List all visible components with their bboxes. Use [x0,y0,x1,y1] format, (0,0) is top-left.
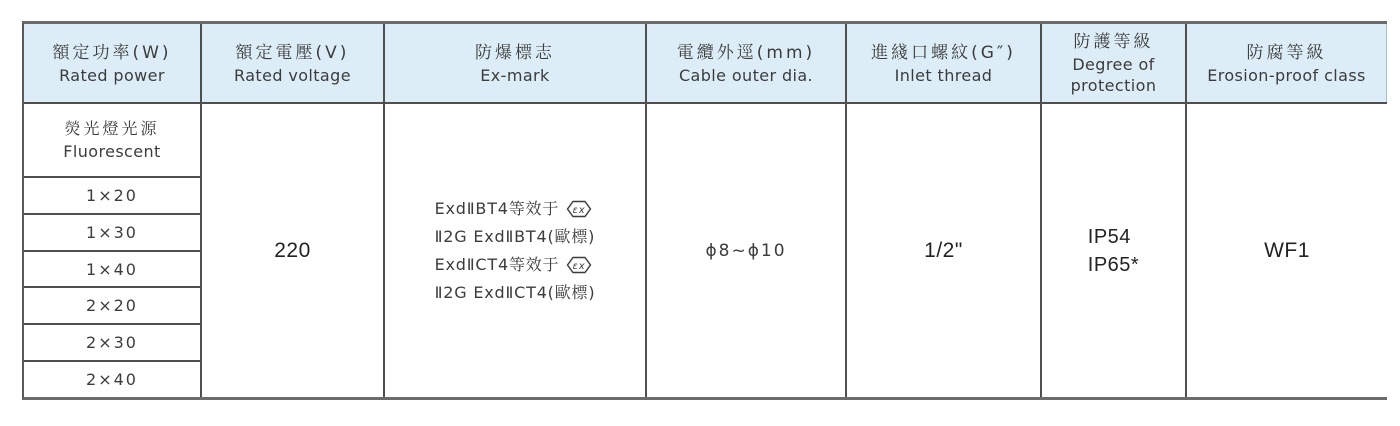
lamp-source-zh: 熒光燈光源 [64,119,160,138]
col-header-ex-mark [385,24,647,102]
col-header-degree-of-protection [1042,24,1187,102]
col-header-en: Inlet thread [894,65,993,85]
ex-mark-text: ExdⅡCT4等效于 [434,254,560,274]
col-header-zh: 額定功率(W) [52,42,172,63]
ex-mark-text: ExdⅡBT4等效于 [434,198,560,218]
ex-mark-line [435,225,596,249]
ip-rating: IP65* [1087,253,1140,276]
col-header-en: Rated voltage [234,65,351,85]
col-header-en: Rated power [59,65,165,85]
col-header-en: Degree of protection [1070,55,1157,95]
cell-ex-mark [385,104,647,397]
col-header-zh: 額定電壓(V) [235,42,350,63]
power-row: 1×30 [24,213,200,250]
power-row: 2×30 [24,323,200,360]
col-header-en: Erosion-proof class [1207,65,1366,85]
cell-inlet-thread [847,104,1042,397]
spec-table [22,21,1387,400]
col-rated-power [24,104,202,397]
cell-lamp-source [24,104,200,176]
cell-erosion-proof-class [1187,104,1387,397]
ex-symbol-text: εx [572,204,586,216]
cell-cable-outer-dia [647,104,847,397]
col-header-zh: 進綫口螺紋(G″) [871,42,1016,63]
cable-dia-value: ϕ8~ϕ10 [705,240,787,261]
ex-symbol-text: εx [572,260,586,272]
col-header-zh: 電纜外逕(mm) [676,42,816,63]
col-header-rated-power [24,24,202,102]
power-row: 1×20 [24,176,200,213]
power-row: 2×40 [24,360,200,397]
ex-mark-line [435,281,596,305]
col-header-inlet-thread [847,24,1042,102]
ex-mark-line [435,197,593,221]
col-header-rated-voltage [202,24,385,102]
col-header-en: Cable outer dia. [678,65,814,85]
voltage-value: 220 [274,238,311,262]
table-header-row [24,24,1387,104]
protection-values [1088,223,1139,279]
col-header-en: Ex-mark [480,65,550,85]
ex-mark-text: Ⅱ2G ExdⅡCT4(歐標) [434,282,596,302]
ex-mark-block [435,197,596,305]
cell-degree-of-protection [1042,104,1187,397]
atex-ex-hexagon-icon [566,255,592,275]
col-header-cable-outer-dia [647,24,847,102]
col-header-zh: 防護等級 [1073,32,1154,52]
ex-mark-line [435,253,593,277]
cell-rated-voltage [202,104,385,397]
col-header-zh: 防爆標志 [475,42,555,63]
table-body [24,104,1387,397]
inlet-thread-value: 1/2" [924,238,963,262]
power-row: 1×40 [24,250,200,287]
power-row: 2×20 [24,286,200,323]
lamp-source-en: Fluorescent [63,142,161,161]
atex-ex-hexagon-icon [566,199,592,219]
col-header-erosion-proof-class [1187,24,1387,102]
col-header-zh: 防腐等級 [1246,42,1327,63]
ex-mark-text: Ⅱ2G ExdⅡBT4(歐標) [434,226,596,246]
erosion-class-value: WF1 [1264,238,1310,262]
ip-rating: IP54 [1087,225,1131,248]
